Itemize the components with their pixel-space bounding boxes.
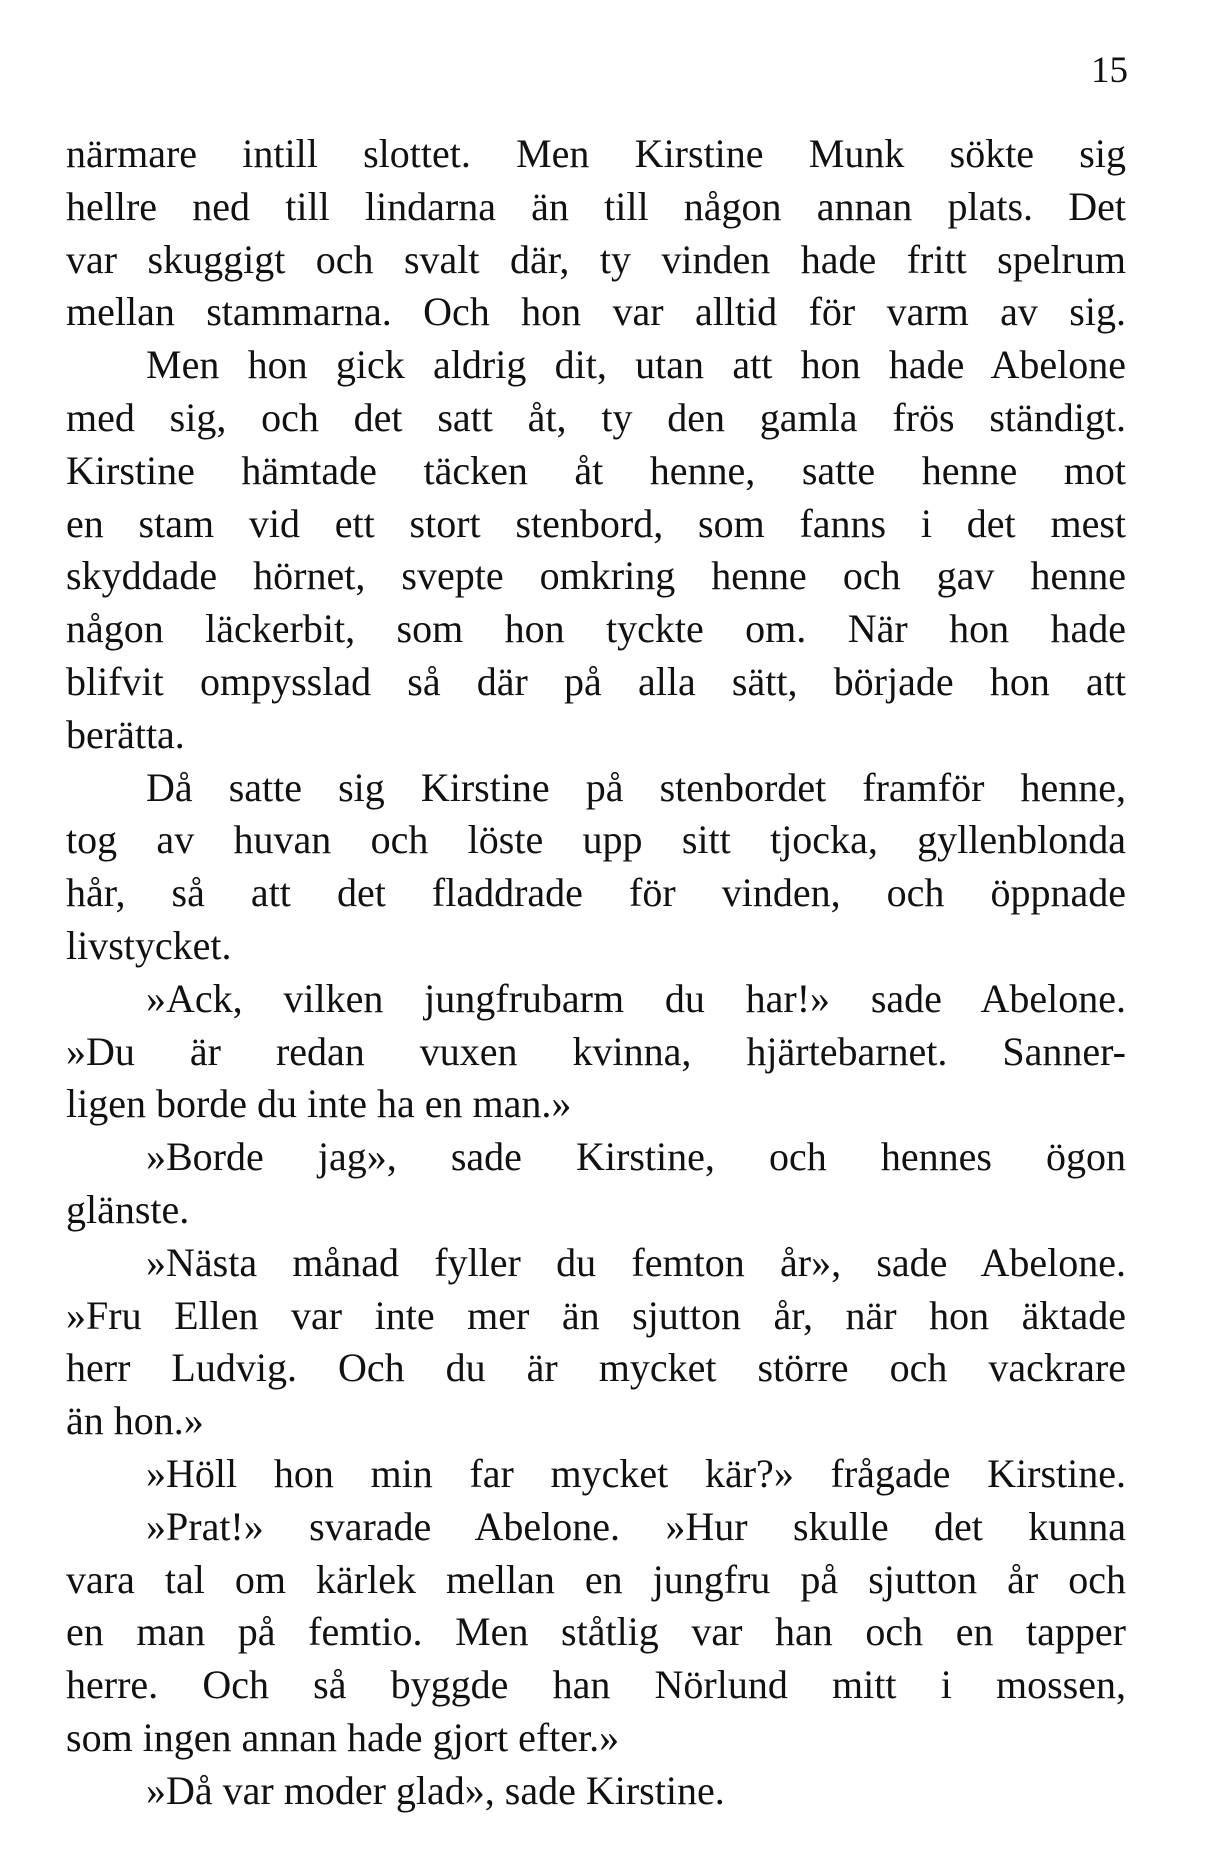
text-line: tog av huvan och löste upp sitt tjocka, gyllenblonda xyxy=(66,817,1126,863)
text-line: »Du är redan vuxen kvinna, hjärtebarnet. Sanner- xyxy=(66,1028,1126,1074)
text-line: med sig, och det satt åt, ty den gamla frös ständigt. xyxy=(66,394,1126,440)
text-line: närmare intill slottet. Men Kirstine Munk sökte sig xyxy=(66,131,1126,176)
text-line: »Prat!» svarade Abelone. »Hur skulle det kunna xyxy=(146,1503,1126,1549)
text-line: en stam vid ett stort stenbord, som fanns i det mest xyxy=(66,500,1126,546)
text-line: mellan stammarna. Och hon var alltid för varm av sig. xyxy=(66,289,1126,335)
text-line: herre. Och så byggde han Nörlund mitt i mossen, xyxy=(66,1662,1126,1708)
text-line: blifvit ompysslad så där på alla sätt, började hon att xyxy=(66,658,1126,704)
text-line: »Fru Ellen var inte mer än sjutton år, när hon äktade xyxy=(66,1292,1126,1338)
text-line: »Höll hon min far mycket kär?» frågade Kirstine. xyxy=(146,1450,1126,1496)
page-number: 15 xyxy=(1091,50,1128,91)
text-line: Då satte sig Kirstine på stenbordet framför henne, xyxy=(146,764,1126,810)
text-line: livstycket. xyxy=(66,922,232,968)
text-line: någon läckerbit, som hon tyckte om. När hon hade xyxy=(66,606,1126,652)
text-line: Men hon gick aldrig dit, utan att hon hade Abelone xyxy=(146,342,1126,388)
text-line: en man på femtio. Men ståtlig var han och en tapper xyxy=(66,1609,1126,1655)
text-line: glänste. xyxy=(66,1186,190,1232)
text-line: som ingen annan hade gjort efter.» xyxy=(66,1714,620,1760)
text-line: ligen borde du inte ha en man.» xyxy=(66,1081,572,1127)
text-line: hellre ned till lindarna än till någon annan plats. Det xyxy=(66,183,1126,229)
text-line: var skuggigt och svalt där, ty vinden hade fritt spelrum xyxy=(66,236,1126,282)
body-text xyxy=(66,128,1126,1818)
text-line: än hon.» xyxy=(66,1398,204,1444)
text-line: »Ack, vilken jungfrubarm du har!» sade Abelone. xyxy=(146,975,1126,1021)
text-line: »Borde jag», sade Kirstine, och hennes ögon xyxy=(146,1134,1126,1180)
text-line: »Nästa månad fyller du femton år», sade Abelone. xyxy=(146,1239,1126,1285)
text-line: berätta. xyxy=(66,711,185,757)
text-line: hår, så att det fladdrade för vinden, och öppnade xyxy=(66,870,1126,916)
text-line: skyddade hörnet, svepte omkring henne och gav henne xyxy=(66,553,1126,599)
text-line: Kirstine hämtade täcken åt henne, satte henne mot xyxy=(66,447,1126,493)
text-line: herr Ludvig. Och du är mycket större och vackrare xyxy=(66,1345,1126,1391)
text-line: »Då var moder glad», sade Kirstine. xyxy=(146,1767,725,1813)
text-line: vara tal om kärlek mellan en jungfru på sjutton år och xyxy=(66,1556,1126,1602)
